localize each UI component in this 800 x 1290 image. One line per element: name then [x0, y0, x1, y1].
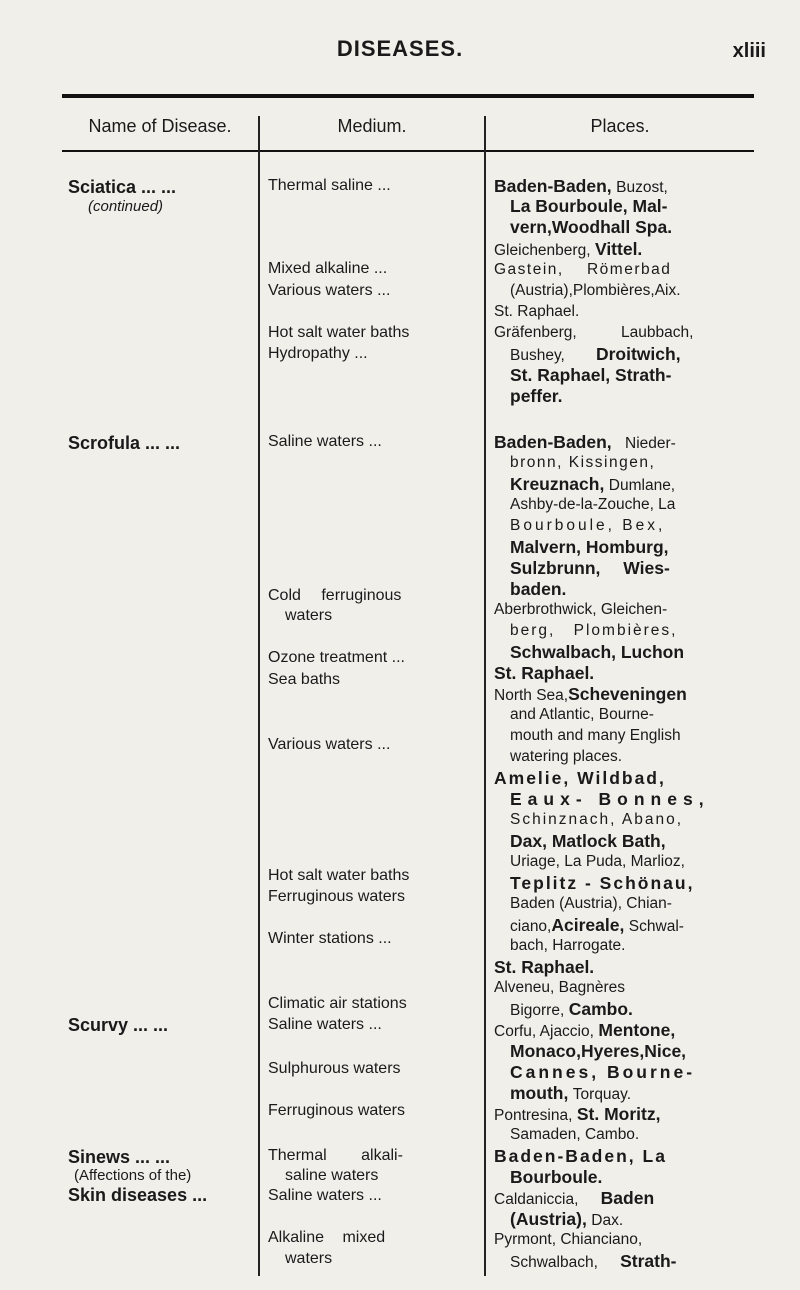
column-header-places: Places. [590, 116, 650, 136]
medium-item: Sulphurous waters [268, 1060, 401, 1077]
column-header-medium: Medium. [337, 116, 407, 136]
medium-item: Mixed alkaline ... [268, 260, 388, 277]
disease-name: Skin diseases ... [68, 1185, 208, 1205]
places-line: bach, Harrogate. [510, 937, 626, 954]
places-line: vern,Woodhall Spa. [510, 217, 673, 237]
places-line: mouth, Torquay. [510, 1083, 632, 1103]
places-line: Baden (Austria), Chian- [510, 895, 672, 912]
places-line: Kreuznach, Dumlane, [510, 474, 676, 494]
medium-item: saline waters [285, 1167, 379, 1184]
medium-item: Saline waters ... [268, 1016, 382, 1033]
places-line: watering places. [510, 748, 623, 765]
places-line: Bourboule, Bex, [510, 517, 666, 534]
medium-item: Hot salt water baths [268, 324, 410, 341]
running-header-title: DISEASES. [336, 36, 464, 61]
places-line: St. Raphael, Strath- [510, 365, 672, 385]
places-line: Amelie, Wildbad, [494, 768, 666, 788]
places-line: bronn, Kissingen, [510, 454, 656, 471]
places-line: Corfu, Ajaccio, Mentone, [494, 1020, 676, 1040]
places-line: Samaden, Cambo. [510, 1126, 640, 1143]
medium-item: Ferruginous waters [268, 1102, 405, 1119]
places-line: St. Raphael. [494, 663, 595, 683]
table-top-rule [62, 94, 754, 98]
medium-item: Climatic air stations [268, 995, 407, 1012]
places-line: Gräfenberg, Laubbach, [494, 324, 694, 341]
column-divider [484, 116, 486, 1276]
disease-name: Scurvy ... ... [68, 1015, 169, 1035]
column-divider [258, 116, 260, 1276]
places-line: peffer. [510, 386, 563, 406]
places-line: Alveneu, Bagnères [494, 979, 625, 996]
medium-item: waters [285, 1250, 333, 1267]
places-line: baden. [510, 579, 567, 599]
places-line: Baden-Baden, Nieder- [494, 432, 676, 452]
places-line: Caldaniccia, Baden [494, 1188, 655, 1208]
places-line: North Sea,Scheveningen [494, 684, 687, 704]
places-line: (Austria),Plombières,Aix. [510, 282, 681, 299]
places-line: mouth and many English [510, 727, 681, 744]
places-line: Malvern, Homburg, [510, 537, 669, 557]
disease-name: Sciatica ... ... [68, 177, 177, 197]
places-line: Schwalbach, Luchon [510, 642, 685, 662]
medium-item: Ozone treatment ... [268, 649, 405, 666]
medium-item: waters [285, 607, 333, 624]
medium-item: Various waters ... [268, 282, 391, 299]
places-line: Gleichenberg, Vittel. [494, 239, 643, 259]
table-header-rule [62, 150, 754, 152]
places-line: Cannes, Bourne- [510, 1062, 696, 1082]
places-line: Dax, Matlock Bath, [510, 831, 666, 851]
places-line: Aberbrothwick, Gleichen- [494, 601, 668, 618]
medium-item: Hydropathy ... [268, 345, 368, 362]
medium-item: Hot salt water baths [268, 867, 410, 884]
disease-name: Sinews ... ... [68, 1147, 171, 1167]
medium-item: Saline waters ... [268, 433, 382, 450]
places-line: St. Raphael. [494, 957, 595, 977]
places-line: Sulzbrunn, Wies- [510, 558, 670, 578]
places-line: (Austria), Dax. [510, 1209, 624, 1229]
places-line: Baden-Baden, La [494, 1146, 667, 1166]
places-line: Eaux- Bonnes, [510, 789, 710, 809]
places-line: Monaco,Hyeres,Nice, [510, 1041, 687, 1061]
places-line: Bushey, Droitwich, [510, 344, 681, 364]
places-line: Teplitz - Schönau, [510, 873, 695, 893]
disease-note: (Affections of the) [74, 1167, 192, 1184]
places-line: Schwalbach, Strath- [510, 1251, 677, 1271]
places-line: La Bourboule, Mal- [510, 196, 668, 216]
column-header-disease: Name of Disease. [88, 116, 232, 136]
places-line: Bourboule. [510, 1167, 603, 1187]
places-line: Pyrmont, Chianciano, [494, 1231, 643, 1248]
medium-item: Thermal alkali- [268, 1147, 403, 1164]
medium-item: Winter stations ... [268, 930, 392, 947]
page-number: xliii [732, 40, 766, 62]
medium-item: Cold ferruginous [268, 587, 402, 604]
medium-item: Alkaline mixed [268, 1229, 386, 1246]
places-line: Ashby-de-la-Zouche, La [510, 496, 676, 513]
places-line: Gastein, Römerbad [494, 261, 672, 278]
medium-item: Ferruginous waters [268, 888, 405, 905]
places-line: and Atlantic, Bourne- [510, 706, 654, 723]
medium-item: Saline waters ... [268, 1187, 382, 1204]
places-line: Schinznach, Abano, [510, 811, 684, 828]
places-line: Bigorre, Cambo. [510, 999, 633, 1019]
medium-item: Various waters ... [268, 736, 391, 753]
places-line: St. Raphael. [494, 303, 580, 320]
medium-item: Sea baths [268, 671, 341, 688]
places-line: Pontresina, St. Moritz, [494, 1104, 661, 1124]
disease-note: (continued) [88, 198, 164, 215]
places-line: berg, Plombières, [510, 622, 678, 639]
medium-item: Thermal saline ... [268, 177, 391, 194]
disease-name: Scrofula ... ... [68, 433, 181, 453]
places-line: Baden-Baden, Buzost, [494, 176, 668, 196]
places-line: ciano,Acireale, Schwal- [510, 915, 684, 935]
places-line: Uriage, La Puda, Marlioz, [510, 853, 685, 870]
